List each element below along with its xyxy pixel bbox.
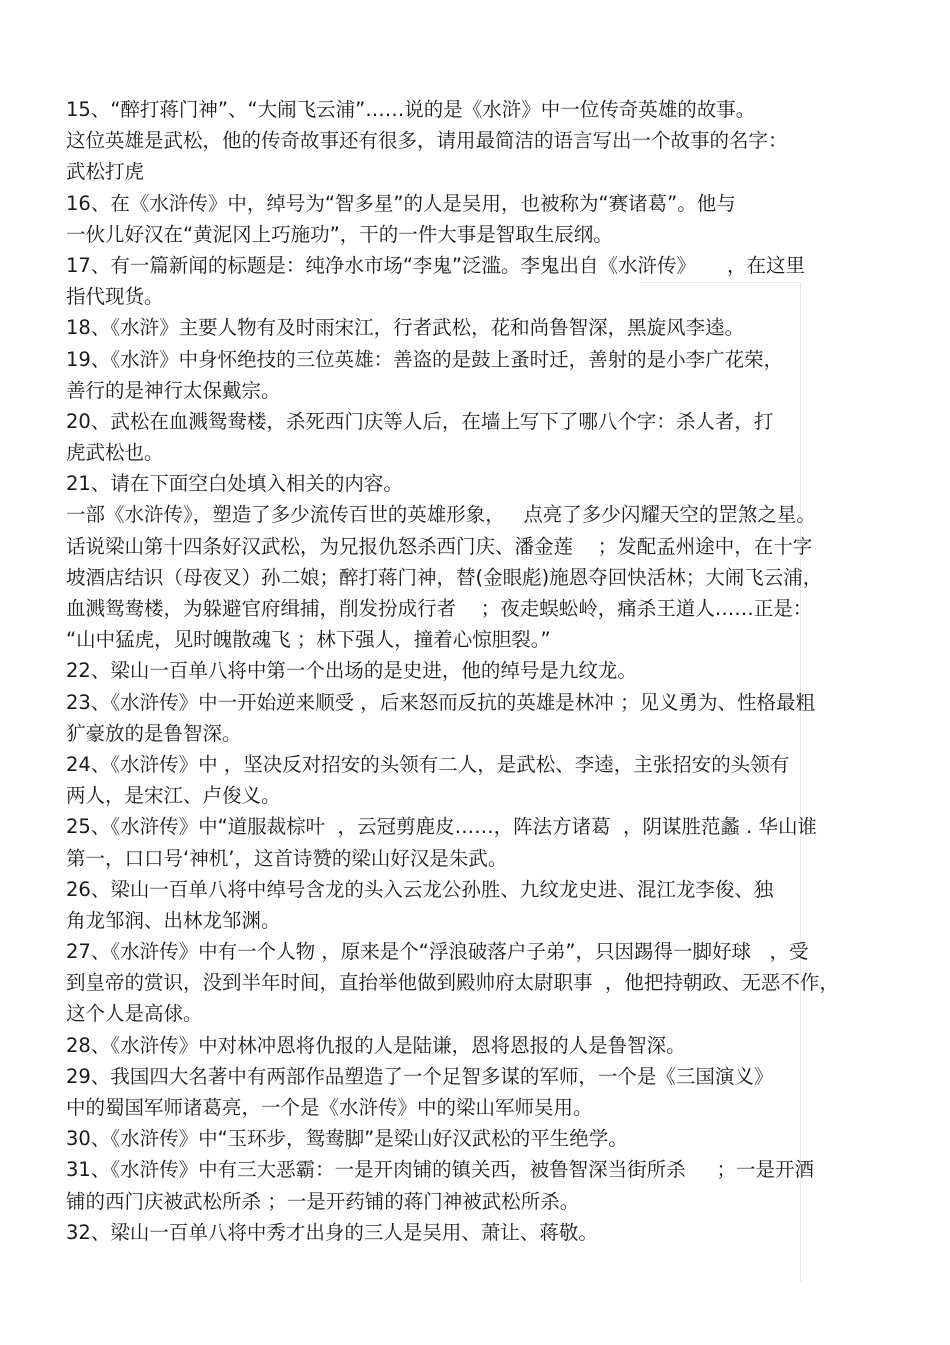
question-list [66, 94, 886, 1248]
text-line: 一部《水浒传》，塑造了多少流传百世的英雄形象， 点亮了多少闪耀天空的罡煞之星。 [66, 503, 816, 527]
text-line: 铺的西门庆被武松所杀 ；一是开药铺的蒋门神被武松所杀。 [66, 1189, 580, 1213]
text-line: 20、武松在血溅鸳鸯楼，杀死西门庆等人后，在墙上写下了哪八个字：杀人者，打 [66, 409, 774, 433]
text-line: 17、有一篇新闻的标题是：纯净水市场“李鬼”泛滥。李鬼出自《水浒传》 ，在这里 [66, 253, 806, 277]
text-line: 话说梁山第十四条好汉武松，为兄报仇怒杀西门庆、潘金莲 ；发配孟州途中，在十字 [66, 534, 813, 558]
text-line: 到皇帝的赏识，没到半年时间，直抬举他做到殿帅府太尉职事 ，他把持朝政、无恶不作， [66, 971, 839, 995]
text-line: 坡酒店结识（母夜叉）孙二娘；醉打蒋门神，替(金眼彪)施恩夺回快活林；大闹飞云浦， [66, 565, 823, 589]
text-line: 角龙邹润、出林龙邹渊。 [66, 908, 281, 932]
text-line: 这位英雄是武松，他的传奇故事还有很多，请用最简洁的语言写出一个故事的名字： [66, 129, 788, 153]
text-line: 两人，是宋江、卢俊义。 [66, 784, 281, 808]
text-line: 15、“醉打蒋门神”、“大闹飞云浦”……说的是《水浒》中一位传奇英雄的故事。 [66, 98, 756, 121]
text-line: 19、《水浒》中身怀绝技的三位英雄：善盗的是鼓上蚤时迁，善射的是小李广花荣， [66, 347, 784, 371]
text-line: 一伙儿好汉在“黄泥冈上巧施功”，干的一件大事是智取生辰纲。 [66, 222, 613, 246]
text-line: 25、《水浒传》中“道服裁棕叶 ，云冠剪鹿皮……，阵法方诸葛 ，阴谋胜范蠡 . 华山谁 [66, 815, 818, 839]
text-line: 22、梁山一百单八将中第一个出场的是史进，他的绰号是九纹龙。 [66, 659, 637, 683]
text-line: 这个人是高俅。 [66, 1002, 203, 1026]
text-line: “山中猛虎，见时魄散魂飞 ；林下强人，撞着心惊胆裂。” [66, 628, 551, 652]
text-line: 29、我国四大名著中有两部作品塑造了一个足智多谋的军师，一个是《三国演义》 [66, 1064, 774, 1088]
text-line: 27、《水浒传》中有一个人物 ，原来是个“浮浪破落户子弟”，只因踢得一脚好球 ，受 [66, 940, 809, 964]
text-line: 18、《水浒》主要人物有及时雨宋江，行者武松，花和尚鲁智深，黑旋风李逵。 [66, 316, 745, 340]
text-line: 16、在《水浒传》中，绰号为“智多星”的人是吴用，也被称为“赛诸葛”。他与 [66, 191, 736, 215]
text-line: 血溅鸳鸯楼，为躲避官府缉捕，削发扮成行者 ；夜走蜈蚣岭，痛杀王道人……正是： [66, 597, 813, 620]
text-line: 23、《水浒传》中一开始逆来顺受 ，后来怒而反抗的英雄是林冲 ；见义勇为、性格最粗 [66, 690, 815, 714]
text-line: 32、梁山一百单八将中秀才出身的三人是吴用、萧让、蒋敬。 [66, 1220, 598, 1244]
text-line: 武松打虎 [66, 160, 145, 184]
text-line: 虎武松也。 [66, 441, 164, 465]
text-line: 中的蜀国军师诸葛亮，一个是《水浒传》中的梁山军师吴用。 [66, 1096, 593, 1119]
text-line: 21、请在下面空白处填入相关的内容。 [66, 472, 403, 496]
text-line: 善行的是神行太保戴宗。 [66, 378, 281, 402]
text-line: 30、《水浒传》中“玉环步，鸳鸯脚”是梁山好汉武松的平生绝学。 [66, 1127, 628, 1151]
text-line: 犷豪放的是鲁智深。 [66, 721, 242, 745]
text-line: 28、《水浒传》中对林冲恩将仇报的人是陆谦，恩将恩报的人是鲁智深。 [66, 1033, 686, 1057]
text-line: 指代现货。 [66, 285, 164, 309]
text-line: 31、《水浒传》中有三大恶霸：一是开肉铺的镇关西，被鲁智深当街所杀 ；一是开酒 [66, 1158, 815, 1182]
text-line: 24、《水浒传》中 ，坚决反对招安的头领有二人，是武松、李逵，主张招安的头领有 [66, 752, 790, 776]
text-line: 26、梁山一百单八将中绰号含龙的头入云龙公孙胜、九纹龙史进、混江龙李俊、独 [66, 877, 774, 901]
text-line: 第一，口口号‘神机’，这首诗赞的梁山好汉是朱武。 [66, 846, 508, 870]
